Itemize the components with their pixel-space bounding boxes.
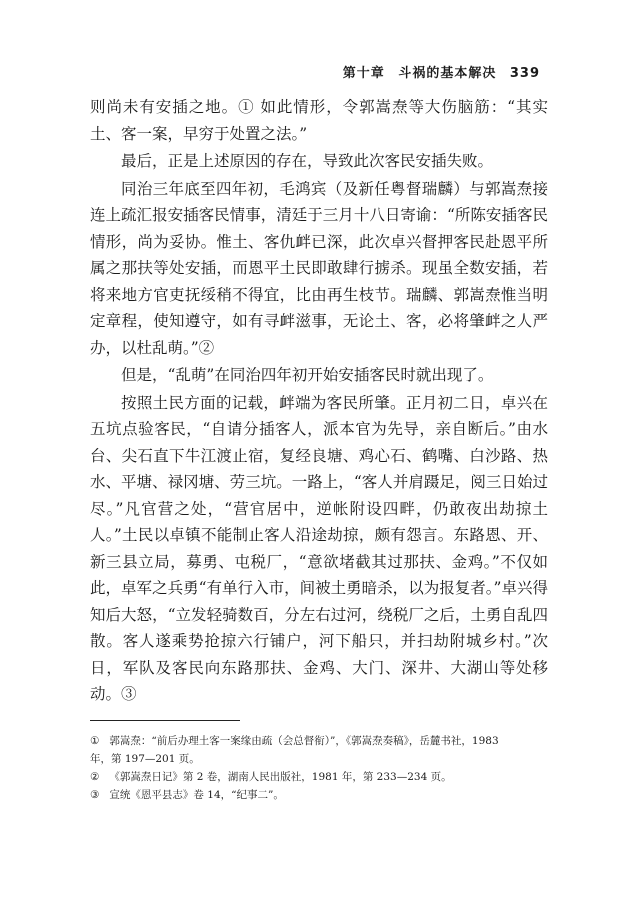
footnote-text: 《郭嵩焘日记》第 2 卷，湖南人民出版社，1981 年，第 233—234 页。 [109, 771, 452, 783]
paragraph: 最后，正是上述原因的存在，导致此次客民安插失败。 [121, 152, 494, 170]
footnote [90, 768, 560, 786]
footnote-continuation: 年，第 197—201 页。 [90, 753, 200, 765]
page-number: 339 [509, 66, 540, 81]
running-header [335, 62, 540, 81]
footnote [90, 732, 560, 750]
footnote-text: 宣统《恩平县志》卷 14，“纪事二”。 [109, 789, 284, 801]
paragraph: 同治三年底至四年初，毛鸿宾（及新任粤督瑞麟）与郭嵩焘接连上疏汇报安插客民情事，清廷于三月十八日寄谕：“所陈安插客民情形，尚为妥协。惟土、客仇衅已深，此次卓兴督押客民赴恩平所属之那扶等处安插，而恩平土民即敢肆行掳杀。现虽全数安插，若将来地方官吏抚绥稍不得宜，比由再生枝节。瑞麟、郭嵩焘惟当明定章程，使知遵守，如有寻衅滋事，无论土、客，必将肇衅之人严办，以杜乱萌。”② [90, 179, 548, 357]
footnotes [90, 732, 560, 804]
footnote-mark: ① [90, 735, 100, 747]
chapter-label: 第十章 [342, 66, 385, 81]
paragraph: 则尚未有安插之地。① 如此情形，令郭嵩焘等大伤脑筋：“其实土、客一案，早穷于处置之法。” [90, 98, 548, 143]
footnote-text: 郭嵩焘：“前后办理土客一案缘由疏（会总督衔）”，《郭嵩焘奏稿》，岳麓书社，1983 [109, 735, 499, 747]
footnote-divider [90, 720, 240, 721]
footnote-mark: ② [90, 771, 100, 783]
footnote-mark: ③ [90, 789, 100, 801]
chapter-title: 斗祸的基本解决 [398, 66, 497, 81]
paragraph: 按照土民方面的记载，衅端为客民所肇。正月初二日，卓兴在五坑点验客民，“自请分插客人，派本官为先导，亲自断后。”由水台、尖石直下牛江渡止宿，复经良塘、鸡心石、鹤嘴、白沙路、热水、平塘、禄冈塘、劳三坑。一路上，“客人并肩蹑足，阅三日始过尽。”凡官营之处，“营官居中，逆帐附设四畔，仍敢夜出劫掠土人。”土民以卓镇不能制止客人沿途劫掠，颇有怨言。东路恩、开、新三县立局，募勇、屯税厂，“意欲堵截其过那扶、金鸡。”不仅如此，卓军之兵勇“有单行入市，间被土勇暗杀，以为报复者。”卓兴得知后大怒，“立发轻骑数百，分左右过河，绕税厂之后，土勇自乱四散。客人遂乘势抢掠六行铺户，河下船只，并扫劫附城乡村。”次日，军队及客民向东路那扶、金鸡、大门、深井、大湖山等处移动。③ [90, 393, 548, 703]
footnote [90, 786, 560, 804]
main-text [90, 94, 548, 708]
paragraph: 但是，“乱萌”在同治四年初开始安插客民时就出现了。 [121, 366, 494, 384]
